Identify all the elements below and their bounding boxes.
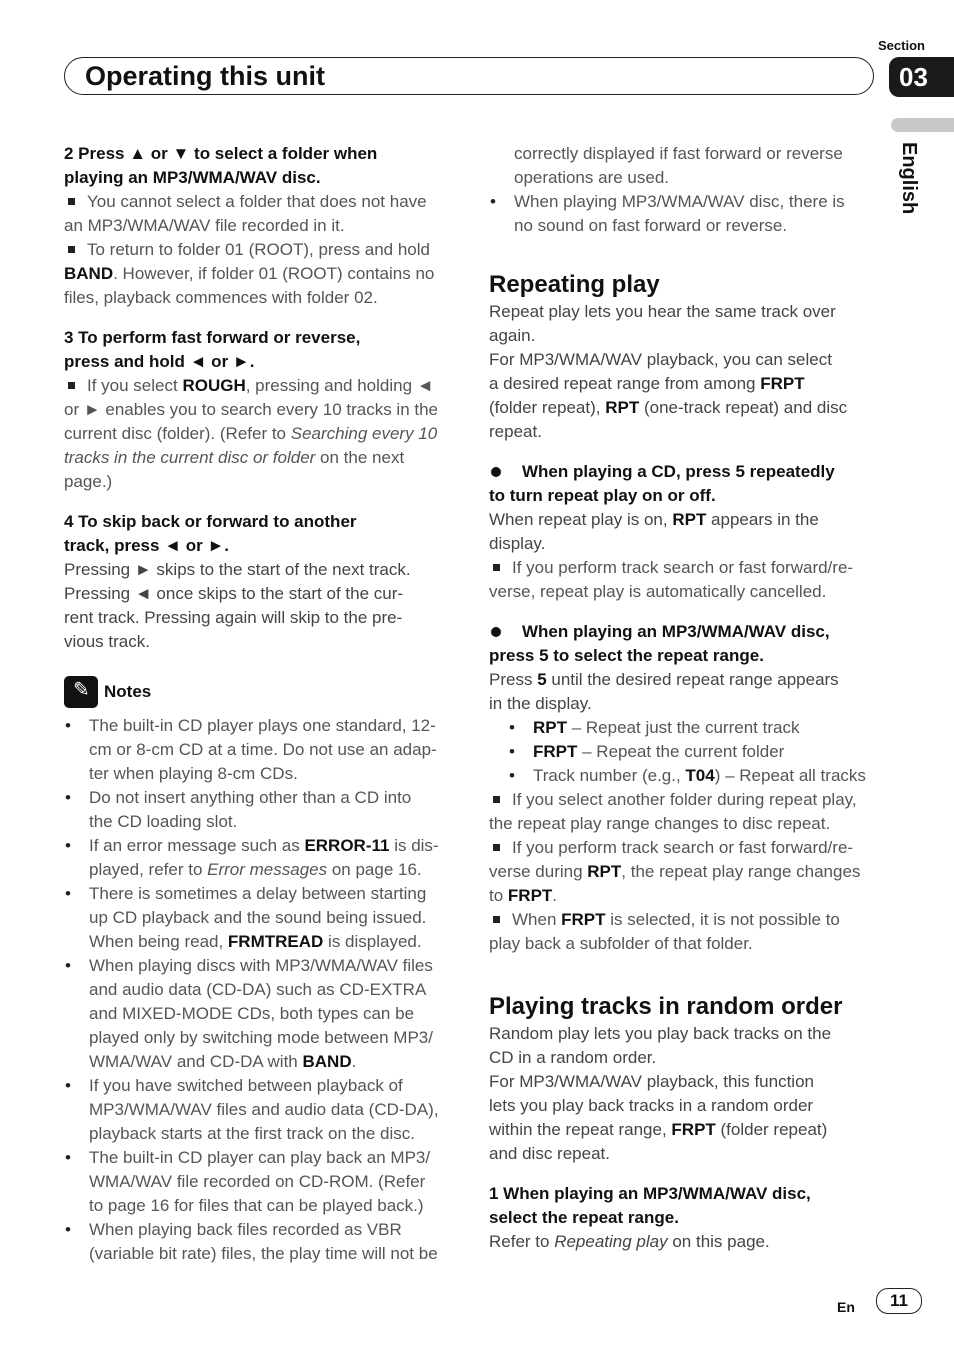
step-4-body: Pressing ► skips to the start of the next track. Pressing ◄ once skips to the start of the cur- rent track. Pressing again will skip to the pre- vious track. xyxy=(64,560,411,651)
page-title: Operating this unit xyxy=(85,61,325,91)
note-item: • When playing discs with MP3/WMA/WAV files and audio data (CD-DA) such as CD-EXTRA and MIXED-MODE CDs, both types can be played only by switching mode between MP3/ WMA/WAV and CD-DA with BAND. xyxy=(64,954,454,1074)
language-tab xyxy=(891,118,954,132)
repeating-play-body: Repeat play lets you hear the same track over again. For MP3/WMA/WAV playback, you can select a desired repeat range from among FRPT (folder repeat), RPT (one-track repeat) and disc repeat. xyxy=(489,302,848,441)
repeat-option-rpt: • RPT – Repeat just the current track xyxy=(489,716,877,740)
mp3-note-2: If you perform track search or fast forward/re- verse during RPT, the repeat play range changes to FRPT. xyxy=(489,838,861,905)
notes-header xyxy=(64,676,454,708)
cd-repeat-body: When repeat play is on, RPT appears in the display. xyxy=(489,510,819,553)
note-item: • The built-in CD player can play back an MP3/ WMA/WAV file recorded on CD-ROM. (Refer to page 16 for files that can be played back.) xyxy=(64,1146,454,1218)
step-2-heading: 2 Press ▲ or ▼ to select a folder when playing an MP3/WMA/WAV disc. xyxy=(64,144,378,187)
square-bullet-icon xyxy=(493,844,500,851)
mp3-repeat-step xyxy=(489,620,877,668)
note-item: • When playing back files recorded as VBR (variable bit rate) files, the play time will not be xyxy=(64,1218,454,1266)
note-item: • Do not insert anything other than a CD into the CD loading slot. xyxy=(64,786,454,834)
step-2-note-2: To return to folder 01 (ROOT), press and hold BAND. However, if folder 01 (ROOT) contains no files, playback commences with folder 02. xyxy=(64,240,435,307)
language-label: English xyxy=(898,142,920,215)
square-bullet-icon xyxy=(68,246,75,253)
cd-repeat-note: If you perform track search or fast forward/re- verse, repeat play is automatically cancelled. xyxy=(489,558,854,601)
note-item: • The built-in CD player plays one standard, 12- cm or 8-cm CD at a time. Do not use an adap- ter when playing 8-cm CDs. xyxy=(64,714,454,786)
random-step-1-body: Refer to Repeating play on this page. xyxy=(489,1232,770,1251)
repeat-option-frpt: • FRPT – Repeat the current folder xyxy=(489,740,877,764)
cd-repeat-step xyxy=(489,460,877,508)
continued-notes xyxy=(489,142,877,238)
square-bullet-icon xyxy=(68,198,75,205)
note-continuation: correctly displayed if fast forward or reverse operations are used. xyxy=(514,144,843,187)
square-bullet-icon xyxy=(493,796,500,803)
square-bullet-icon xyxy=(68,382,75,389)
pencil-note-icon: ✎ xyxy=(64,676,98,708)
section-number-badge: 03 xyxy=(889,57,954,97)
step-3-heading: 3 To perform fast forward or reverse, press and hold ◄ or ►. xyxy=(64,328,361,371)
note-item: • There is sometimes a delay between starting up CD playback and the sound being issued. When being read, FRMTREAD is displayed. xyxy=(64,882,454,954)
mp3-note-3: When FRPT is selected, it is not possible to play back a subfolder of that folder. xyxy=(489,910,840,953)
random-step-1-heading: 1 When playing an MP3/WMA/WAV disc, select the repeat range. xyxy=(489,1184,811,1227)
footer-language-code: En xyxy=(837,1299,855,1315)
mp3-note-1: If you select another folder during repeat play, the repeat play range changes to disc repeat. xyxy=(489,790,857,833)
note-item: • If you have switched between playback of MP3/WMA/WAV files and audio data (CD-DA), playback starts at the first track on the disc. xyxy=(64,1074,454,1146)
page-number: 11 xyxy=(876,1288,922,1314)
mp3-step-line: press 5 to select the repeat range. xyxy=(489,646,764,665)
random-play-heading: Playing tracks in random order xyxy=(489,993,843,1020)
square-bullet-icon xyxy=(493,564,500,571)
mp3-step-line: When playing an MP3/WMA/WAV disc, xyxy=(489,620,877,644)
square-bullet-icon xyxy=(493,916,500,923)
notes-title: Notes xyxy=(104,682,152,701)
repeat-range-options xyxy=(489,716,877,788)
notes-list xyxy=(64,714,454,1266)
mp3-repeat-body: Press 5 until the desired repeat range appears in the display. xyxy=(489,670,839,713)
step-2-note-1: You cannot select a folder that does not have an MP3/WMA/WAV file recorded in it. xyxy=(64,192,427,235)
right-column xyxy=(489,142,877,1254)
note-item: • When playing MP3/WMA/WAV disc, there is no sound on fast forward or reverse. xyxy=(489,190,877,238)
repeating-play-heading: Repeating play xyxy=(489,271,660,298)
note-item: • If an error message such as ERROR-11 is dis- played, refer to Error messages on page 16. xyxy=(64,834,454,882)
left-column xyxy=(64,142,454,1266)
step-3-note: If you select ROUGH, pressing and holding ◄ or ► enables you to search every 10 tracks in the current disc (folder). (Refer to Searching every 10 tracks in the current disc or folder on the next page.) xyxy=(64,376,439,491)
title-bar xyxy=(64,57,874,95)
cd-step-line: to turn repeat play on or off. xyxy=(489,486,716,505)
section-label: Section xyxy=(878,38,925,53)
random-play-body: Random play lets you play back tracks on the CD in a random order. For MP3/WMA/WAV playback, this function lets you play back tracks in a random order within the repeat range, FRPT (folder repeat) and disc repeat. xyxy=(489,1024,832,1163)
cd-step-line: When playing a CD, press 5 repeatedly xyxy=(489,460,877,484)
repeat-option-track: • Track number (e.g., T04) – Repeat all tracks xyxy=(489,764,877,788)
step-4-heading: 4 To skip back or forward to another track, press ◄ or ►. xyxy=(64,512,357,555)
